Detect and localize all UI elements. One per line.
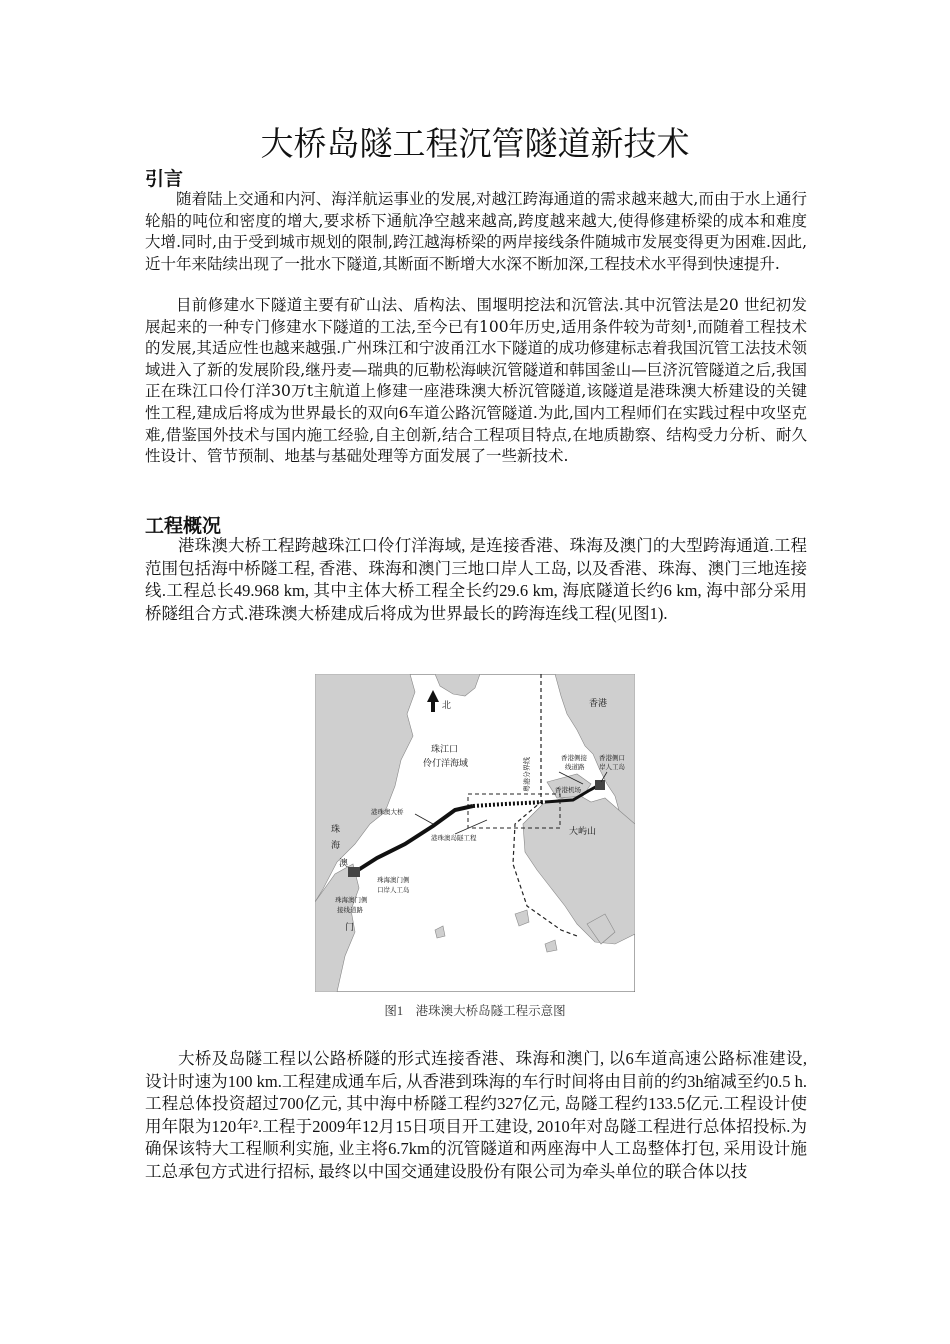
hk-port-island bbox=[595, 780, 605, 790]
tunnel-label: 港珠澳岛隧工程 bbox=[431, 834, 477, 842]
zh-link-label-1: 珠海澳门侧 bbox=[335, 896, 368, 904]
hk-label: 香港 bbox=[589, 699, 608, 709]
figure-caption: 图1 港珠澳大桥岛隧工程示意图 bbox=[384, 1004, 566, 1018]
hk-port-label-2: 岸人工岛 bbox=[599, 763, 625, 771]
overview-heading: 工程概况 bbox=[145, 515, 222, 537]
hk-link-label-1: 香港侧接 bbox=[561, 754, 587, 762]
lantau-label: 大屿山 bbox=[569, 827, 597, 837]
page-title: 大桥岛隧工程沉管隧道新技术 bbox=[260, 124, 690, 163]
airport-label: 香港机场 bbox=[555, 786, 581, 794]
zhuhai-label-2: 海 bbox=[331, 841, 341, 851]
sea-name-2: 伶仃洋海域 bbox=[423, 759, 469, 769]
intro-paragraph-2: 目前修建水下隧道主要有矿山法、盾构法、围堰明挖法和沉管法.其中沉管法是20 世纪初发展起来的一种专门修建水下隧道的工法,至今已有100年历史,适用条件较为苛刻¹,而随着工程技术的发展,其适应性也越来越强.广州珠江和宁波甬江水下隧道的成功修建标志着我国沉管工法技术领域进入了新的发展阶段,继丹麦—瑞典的厄勒松海峡沉管隧道和韩国釜山—巨济沉管隧道之后,我国正在珠江口伶仃洋30万t主航道上修建一座港珠澳大桥沉管隧道,该隧道是港珠澳大桥建设的关键性工程,建成后将成为世界最长的双向6车道公路沉管隧道.为此,国内工程师们在实践过程中攻坚克难,借鉴国外技术与国内施工经验,自主创新,结合工程项目特点,在地质勘察、结构受力分析、耐久性设计、管节预制、地基与基础处理等方面发展了一些新技术. bbox=[145, 296, 807, 466]
boundary-label: 粤港分界线 bbox=[523, 757, 531, 792]
zhuhai-label-1: 珠 bbox=[331, 825, 341, 835]
zhuhai-macau-port-island bbox=[348, 867, 360, 877]
intro-heading: 引言 bbox=[145, 168, 184, 190]
overview-paragraph-1: 港珠澳大桥工程跨越珠江口伶仃洋海域, 是连接香港、珠海及澳门的大型跨海通道.工程范围包括海中桥隧工程, 香港、珠海和澳门三地口岸人工岛, 以及香港、珠海、澳门三地连接线.工程总长49.968 km, 其中主体大桥工程全长约29.6 km, 海底隧道长约6 km, 海中部分采用桥隧组合方式.港珠澳大桥建成后将成为世界最长的跨海连线工程(见图1). bbox=[145, 536, 808, 623]
hk-link-label-2: 线道路 bbox=[565, 763, 585, 771]
bridge-label: 港珠澳大桥 bbox=[371, 808, 404, 816]
zh-port-label-1: 珠海澳门侧 bbox=[377, 876, 410, 884]
sea-name-1: 珠江口 bbox=[431, 745, 459, 755]
zh-port-label-2: 口岸人工岛 bbox=[377, 886, 410, 894]
macau-label-1: 澳 bbox=[339, 859, 349, 869]
zh-link-label-2: 接线道路 bbox=[337, 906, 363, 914]
overview-paragraph-2: 大桥及岛隧工程以公路桥隧的形式连接香港、珠海和澳门, 以6车道高速公路标准建设, 设计时速为100 km.工程建成通车后, 从香港到珠海的车行时间将由目前的约3h缩减至约0.5 h.工程总体投资超过700亿元, 其中海中桥隧工程约327亿元, 岛隧工程约133.5亿元.工程设计使用年限为120年².工程于2009年12月15日项目开工建设, 2010年对岛隧工程进行总体招投标.为确保该特大工程顺利实施, 业主将6.7km的沉管隧道和两座海中人工岛整体打包, 采用设计施工总承包方式进行招标, 最终以中国交通建设股份有限公司为牵头单位的联合体以技 bbox=[145, 1049, 808, 1181]
intro-paragraph-1: 随着陆上交通和内河、海洋航运事业的发展,对越江跨海通道的需求越来越大,而由于水上通行轮船的吨位和密度的增大,要求桥下通航净空越来越高,跨度越来越大,使得修建桥梁的成本和难度大增.同时,由于受到城市规划的限制,跨江越海桥梁的两岸接线条件随城市发展变得更为困难.因此,近十年来陆续出现了一批水下隧道,其断面不断增大水深不断加深,工程技术水平得到快速提升. bbox=[145, 190, 807, 273]
macau-label-2: 门 bbox=[345, 923, 355, 933]
north-label: 北 bbox=[442, 701, 452, 711]
hzmb-map bbox=[315, 674, 635, 992]
hk-port-label-1: 香港侧口 bbox=[599, 754, 625, 762]
figure-map bbox=[315, 674, 635, 992]
